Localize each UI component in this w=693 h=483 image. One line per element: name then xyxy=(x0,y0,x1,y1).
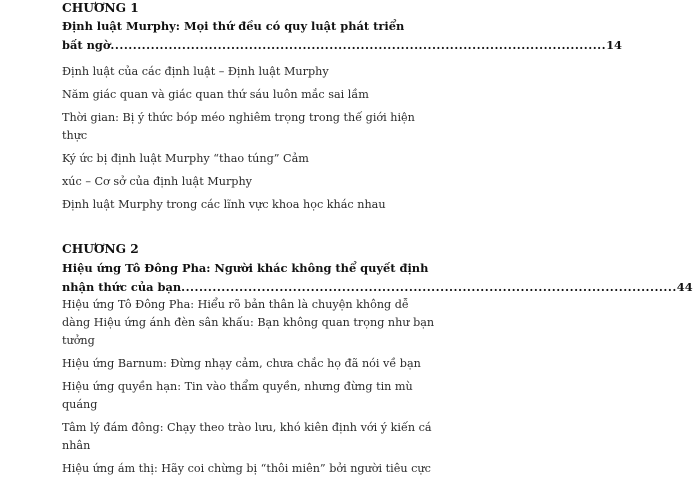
chapter-1-page-number: 14 xyxy=(606,38,622,52)
toc-entry-text: Thời gian: Bị ý thức bóp méo nghiêm trọng trong thế giới hiện xyxy=(62,111,415,124)
toc-entry-text: Ký ức bị định luật Murphy “thao túng” Cảm xyxy=(62,152,309,165)
chapter-2-title[interactable] xyxy=(62,259,693,297)
chapter-1-title-line-2: bất ngờ xyxy=(62,38,111,52)
chapter-1-title-leader xyxy=(62,36,622,55)
toc-entry[interactable] xyxy=(62,86,370,104)
toc-entry[interactable] xyxy=(62,296,435,350)
chapter-2-page-number: 44 xyxy=(676,280,693,294)
chapter-1-title-line-1: Định luật Murphy: Mọi thứ đều có quy luật phát triển xyxy=(62,19,405,33)
toc-entry-text: Tâm lý đám đông: Chạy theo trào lưu, khó kiên định với ý kiến cá xyxy=(62,421,432,434)
toc-entry-text: nhân xyxy=(62,439,91,452)
toc-entry[interactable] xyxy=(62,150,370,168)
chapter-2-title-leader xyxy=(62,278,693,297)
toc-entry[interactable] xyxy=(62,460,431,478)
toc-entry-text: Định luật Murphy trong các lĩnh vực khoa học khác nhau xyxy=(62,198,386,211)
table-of-contents-page xyxy=(62,0,693,475)
toc-entry-text: thực xyxy=(62,129,88,142)
toc-entry[interactable] xyxy=(62,378,413,414)
chapter-2-entries xyxy=(62,296,435,483)
chapter-1-heading: CHƯƠNG 1 xyxy=(62,1,139,15)
toc-entry-text: Năm giác quan và giác quan thứ sáu luôn mắc sai lầm xyxy=(62,88,369,101)
toc-entry-text: Định luật của các định luật – Định luật Murphy xyxy=(62,65,329,78)
toc-entry-text: Hiệu ứng ám thị: Hãy coi chừng bị “thôi miên” bởi người tiêu cực xyxy=(62,462,431,475)
toc-entry[interactable] xyxy=(62,173,370,191)
toc-entry-text: dàng Hiệu ứng ánh đèn sân khấu: Bạn không quan trọng như bạn xyxy=(62,316,435,329)
toc-entry[interactable] xyxy=(62,109,415,145)
chapter-2-dot-leader: ............................................................................................................... xyxy=(181,280,677,294)
toc-entry[interactable] xyxy=(62,63,370,81)
toc-entry-text: Hiệu ứng Barnum: Đừng nhạy cảm, chưa chắc họ đã nói về bạn xyxy=(62,357,421,370)
toc-entry[interactable] xyxy=(62,355,421,373)
chapter-2-heading: CHƯƠNG 2 xyxy=(62,242,139,256)
toc-entry[interactable] xyxy=(62,196,386,214)
toc-entry[interactable] xyxy=(62,419,432,455)
toc-entry-text: quáng xyxy=(62,398,98,411)
chapter-1-dot-leader: ............................................................................................................... xyxy=(110,38,607,52)
chapter-1-entries xyxy=(62,63,415,219)
chapter-1-title[interactable] xyxy=(62,17,622,55)
toc-entry-text: Hiệu ứng Tô Đông Pha: Hiểu rõ bản thân là chuyện không dễ xyxy=(62,298,409,311)
toc-entry-text: tưởng xyxy=(62,334,95,347)
chapter-2-title-line-1: Hiệu ứng Tô Đông Pha: Người khác không thể quyết định xyxy=(62,261,429,275)
toc-entry-text: xúc – Cơ sở của định luật Murphy xyxy=(62,175,252,188)
chapter-2-title-line-2: nhận thức của bạn xyxy=(62,280,182,294)
toc-entry-text: Hiệu ứng quyền hạn: Tin vào thẩm quyền, nhưng đừng tin mù xyxy=(62,380,413,393)
